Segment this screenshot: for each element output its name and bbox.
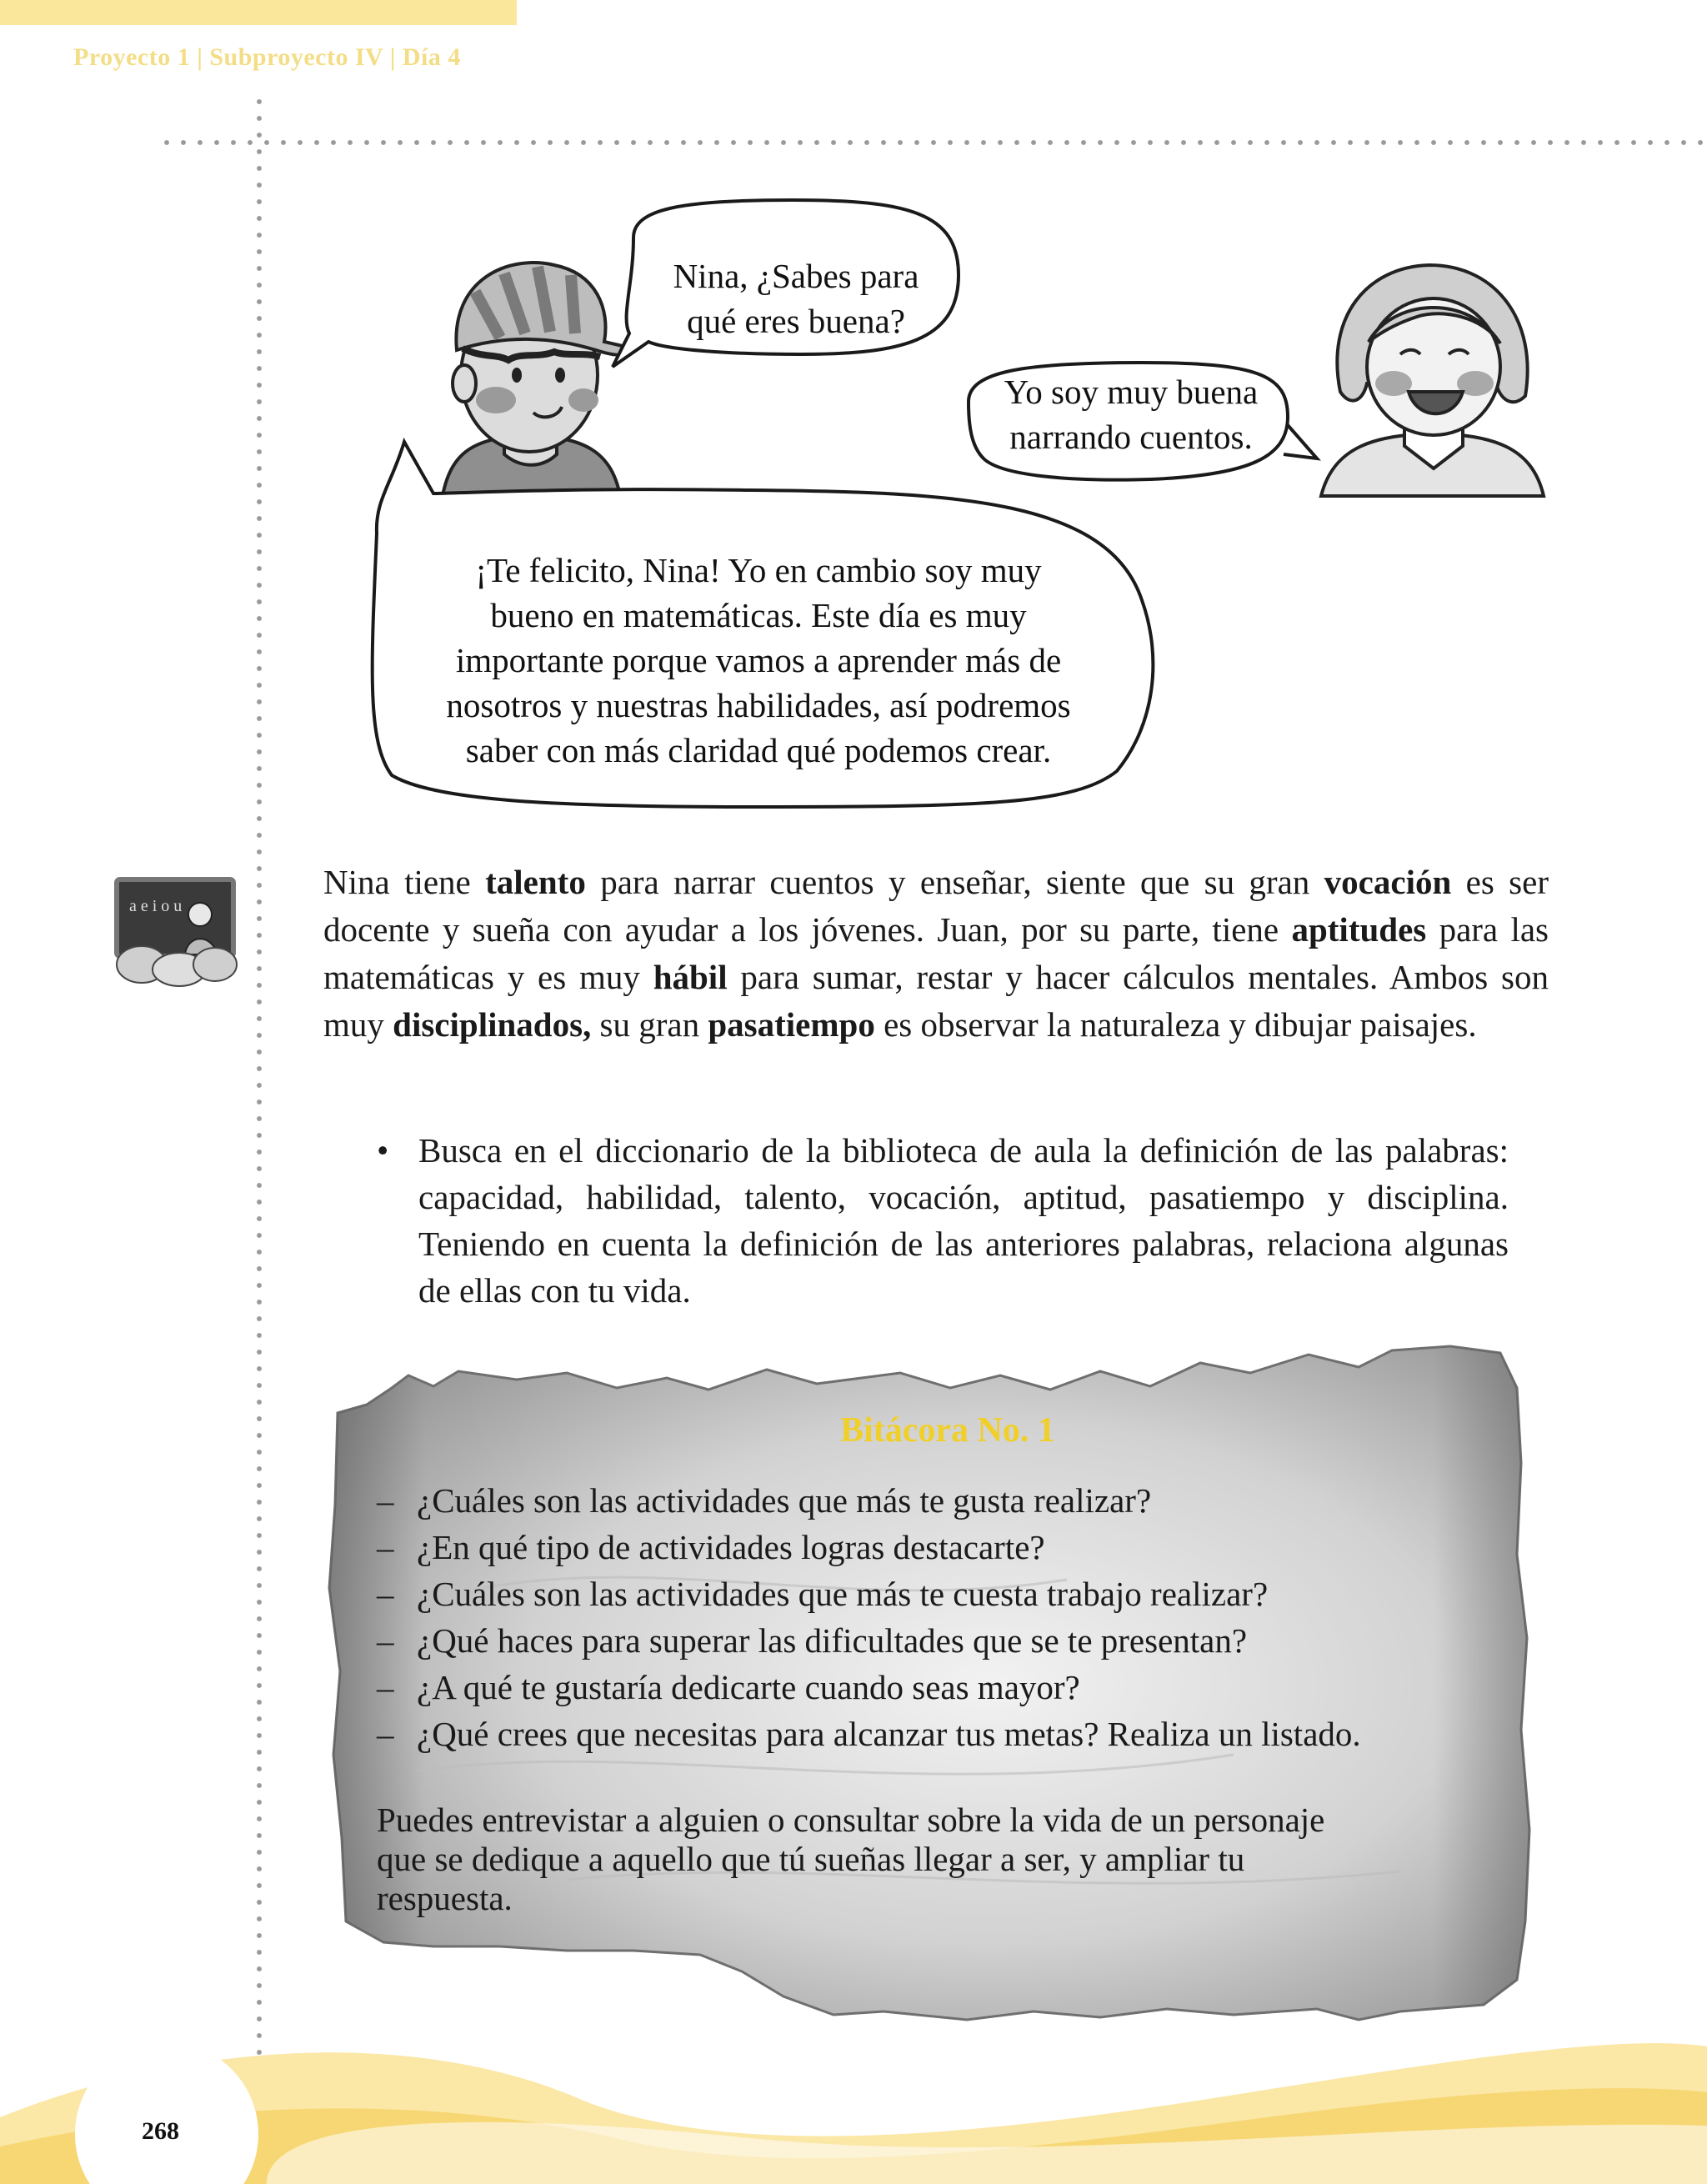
keyword-pasatiempo: pasatiempo (708, 1005, 875, 1044)
teacher-blackboard-icon (108, 871, 242, 988)
list-item: – ¿Cuáles son las actividades que más te gusta realizar? (377, 1481, 1152, 1520)
list-item: – ¿Qué haces para superar las dificultades que se te presentan? (377, 1621, 1248, 1660)
footer-wave-decoration (0, 2001, 1707, 2184)
keyword-aptitudes: aptitudes (1291, 910, 1427, 949)
list-item: – ¿A qué te gustaría dedicarte cuando seas mayor? (377, 1668, 1080, 1706)
keyword-talento: talento (485, 863, 586, 901)
instruction-text: Busca en el diccionario de la biblioteca de aula la definición de las palabras: capacidad, habilidad, talento, vocación, aptitud, pasatiempo y disciplina. Teniendo en cuenta la definición de las anteriores palabras, relaciona algunas de ellas con tu vida. (418, 1131, 1509, 1310)
juan-question-text: Nina, ¿Sabes para qué eres buena? (673, 257, 919, 340)
running-title: Proyecto 1 | Subproyecto IV | Día 4 (73, 43, 461, 71)
list-item: – ¿En qué tipo de actividades logras destacarte? (377, 1528, 1045, 1566)
keyword-disciplinados: disciplinados, (393, 1005, 592, 1044)
page-number: 268 (142, 2117, 179, 2145)
keyword-habil: hábil (653, 958, 728, 996)
bitacora-closing-text: Puedes entrevistar a alguien o consultar sobre la vida de un personaje que se dedique a aquello que tú sueñas llegar a ser, y ampliar tu respuesta. (377, 1801, 1325, 1917)
list-item: – ¿Cuáles son las actividades que más te cuesta trabajo realizar? (377, 1575, 1269, 1613)
story-paragraph: Nina tiene talento para narrar cuentos y enseñar, siente que su gran vocación es ser docente y sueña con ayudar a los jóvenes. Juan, por su parte, tiene aptitudes para las matemáticas y es muy hábil para sumar, restar y hacer cálculos mentales. Ambos son muy disciplinados, su gran pasatiempo es observar la naturaleza y dibujar paisajes. (323, 863, 1549, 1044)
bitacora-question-list (377, 1477, 1585, 1757)
keyword-vocacion: vocación (1324, 863, 1452, 901)
nina-answer-text: Yo soy muy buena narrando cuentos. (1004, 373, 1259, 456)
list-item: – ¿Qué crees que necesitas para alcanzar tus metas? Realiza un listado. (377, 1715, 1361, 1753)
juan-reply-text: ¡Te felicito, Nina! Yo en cambio soy muy bueno en matemáticas. Este día es muy importante porque vamos a aprender más de nosotros y nuestras habilidades, así podremos saber con más claridad qué podemos crear. (446, 551, 1071, 769)
bitacora-title: Bitácora No. 1 (840, 1411, 1055, 1450)
bullet-marker: • (377, 1131, 389, 1170)
svg-text:a e i o u: a e i o u (129, 897, 183, 915)
